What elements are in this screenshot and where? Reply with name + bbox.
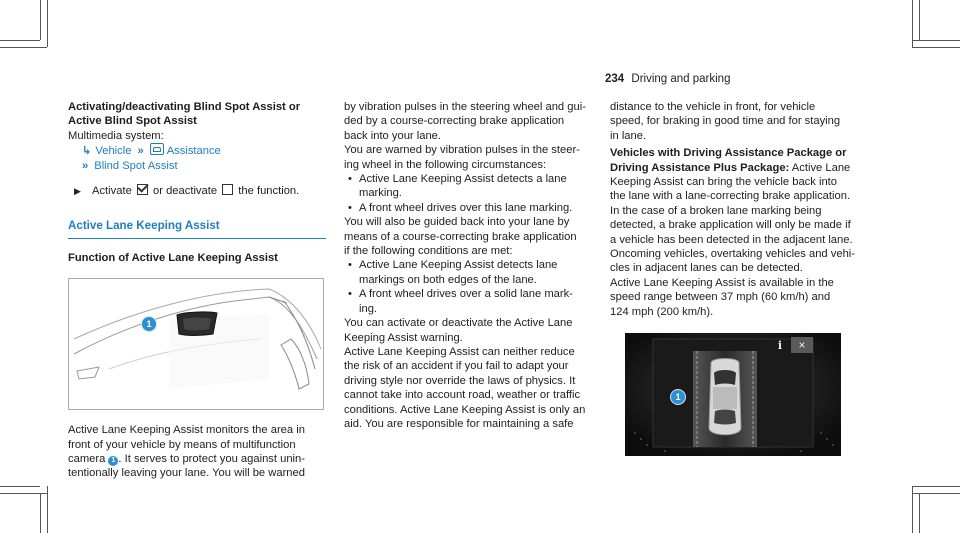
- checked-box-icon[interactable]: [137, 184, 148, 195]
- crop-mark: [912, 40, 960, 41]
- body-text-line: ing wheel in the following circumstances:: [344, 158, 547, 171]
- body-text-line: Active Lane Keeping Assist monitors the area in: [68, 424, 305, 437]
- crop-mark: [0, 486, 40, 487]
- body-text-line: speed range between 37 mph (60 km/h) and: [610, 291, 831, 304]
- nav-vehicle-link[interactable]: Vehicle: [95, 145, 132, 158]
- chapter-title: Driving and parking: [631, 73, 731, 85]
- body-text-line: the lane with a lane-correcting brake application.: [610, 190, 851, 203]
- body-text-line: speed, for braking in good time and for staying: [610, 115, 841, 128]
- crop-mark: [912, 47, 960, 48]
- body-text-line: if the following conditions are met:: [344, 245, 513, 258]
- info-icon[interactable]: i: [777, 339, 783, 353]
- body-text-line: in lane.: [610, 129, 647, 142]
- body-text-line: Keeping Assist warning.: [344, 331, 463, 344]
- callout-marker-inline: 1: [108, 456, 118, 466]
- bold-heading-line: Vehicles with Driving Assistance Package or: [610, 147, 847, 160]
- body-text-line: aid. You are responsible for maintaining a safe: [344, 417, 574, 430]
- instruction-step: [68, 184, 326, 198]
- windshield-illustration: [69, 279, 323, 409]
- body-text-line: ded by a course-correcting brake application: [344, 115, 565, 128]
- multimedia-display-figure: [625, 333, 841, 456]
- body-text-line: the risk of an accident if you fail to adapt your: [344, 360, 569, 373]
- callout-marker: 1: [141, 316, 157, 332]
- section-title-line: Active Blind Spot Assist: [68, 115, 197, 128]
- body-text-line: [610, 161, 868, 175]
- body-text-line: In the case of a broken lane marking being: [610, 204, 822, 217]
- body-text-line: front of your vehicle by means of multifunction: [68, 438, 296, 451]
- body-text: Active Lane: [791, 161, 851, 174]
- crop-mark: [47, 0, 48, 47]
- list-item: [344, 172, 602, 201]
- double-chevron-icon: »: [137, 145, 144, 158]
- bullet-list: [344, 172, 602, 215]
- crop-mark: [47, 486, 48, 533]
- unchecked-box-icon[interactable]: [222, 184, 233, 195]
- body-text-line: Keeping Assist can bring the vehicle back into: [610, 176, 837, 189]
- body-text: . It serves to protect you against unin-: [118, 453, 305, 466]
- crop-mark: [0, 47, 47, 48]
- page-number: 234: [605, 73, 625, 85]
- nav-assistance-link[interactable]: Assistance: [166, 145, 221, 158]
- body-text-line: [68, 452, 326, 466]
- close-icon[interactable]: ×: [791, 337, 813, 353]
- section-title-line: Activating/deactivating Blind Spot Assist or: [68, 101, 301, 113]
- crop-mark: [919, 493, 920, 533]
- body-text-line: conditions. Active Lane Keeping Assist is only an: [344, 403, 586, 416]
- windshield-camera-figure: [68, 278, 324, 410]
- step-text: the function.: [238, 185, 300, 198]
- list-item-text: A front wheel drives over this lane marking.: [359, 201, 573, 214]
- bold-heading-text: Driving Assistance Plus Package:: [610, 161, 790, 174]
- body-text-line: cannot take into account road, weather or traffic: [344, 389, 581, 402]
- body-text-line: distance to the vehicle in front, for vehicle: [610, 101, 816, 113]
- body-text-line: You will also be guided back into your lane by: [344, 216, 570, 229]
- column-left: [68, 100, 326, 481]
- bullet-list: [344, 258, 602, 316]
- nav-blind-spot-link[interactable]: Blind Spot Assist: [94, 159, 178, 172]
- crop-mark: [912, 486, 960, 487]
- step-text: Activate: [92, 185, 132, 198]
- body-text-line: a vehicle has been detected in the adjacent lane.: [610, 233, 853, 246]
- nav-path-line: [68, 159, 326, 173]
- body-text-line: cles in adjacent lanes can be detected.: [610, 262, 803, 275]
- list-item: [344, 258, 602, 287]
- body-text-line: by vibration pulses in the steering wheel and gui-: [344, 101, 586, 113]
- crop-mark: [0, 40, 40, 41]
- body-text-line: You can activate or deactivate the Active Lane: [344, 317, 573, 330]
- path-arrow-icon: ↳: [82, 145, 92, 158]
- car-assist-icon: [150, 143, 164, 155]
- body-text-line: means of a course-correcting brake application: [344, 230, 577, 243]
- multimedia-label: Multimedia system:: [68, 129, 164, 142]
- list-item-text: ing.: [359, 302, 378, 315]
- step-text: or deactivate: [153, 185, 218, 198]
- body-text-line: Oncoming vehicles, overtaking vehicles and vehi-: [610, 248, 856, 261]
- subsection-heading: Function of Active Lane Keeping Assist: [68, 251, 278, 264]
- body-text-line: 124 mph (200 km/h).: [610, 305, 714, 318]
- callout-marker: 1: [670, 389, 686, 405]
- nav-path-line: [68, 143, 326, 158]
- body-text: camera: [68, 453, 106, 466]
- body-text-line: tentionally leaving your lane. You will be warned: [68, 467, 305, 480]
- body-text-line: detected, a brake application will only be made if: [610, 219, 851, 232]
- body-text-line: Active Lane Keeping Assist can neither reduce: [344, 345, 575, 358]
- list-item-text: Active Lane Keeping Assist detects lane: [359, 259, 558, 272]
- list-item: [344, 287, 602, 316]
- column-middle: [344, 100, 602, 431]
- crop-mark: [40, 493, 41, 533]
- crop-mark: [919, 0, 920, 40]
- crop-mark: [0, 493, 47, 494]
- column-right: [610, 100, 868, 456]
- list-item-text: Active Lane Keeping Assist detects a lane: [359, 173, 567, 186]
- list-item-text: marking.: [359, 187, 402, 200]
- list-item: [344, 201, 602, 215]
- crop-mark: [40, 0, 41, 40]
- crop-mark: [912, 0, 913, 47]
- body-text-line: driving style nor override the laws of physics. It: [344, 374, 576, 387]
- section-heading: Active Lane Keeping Assist: [68, 219, 326, 238]
- body-text-line: You are warned by vibration pulses in the steer-: [344, 144, 580, 157]
- double-chevron-icon: »: [82, 159, 89, 172]
- body-text-line: back into your lane.: [344, 129, 442, 142]
- step-triangle-icon: ▶: [74, 186, 81, 197]
- page-header: [605, 72, 730, 86]
- list-item-text: markings on both edges of the lane.: [359, 273, 537, 286]
- list-item-text: A front wheel drives over a solid lane mark-: [359, 288, 573, 301]
- body-text-line: Active Lane Keeping Assist is available in the: [610, 276, 834, 289]
